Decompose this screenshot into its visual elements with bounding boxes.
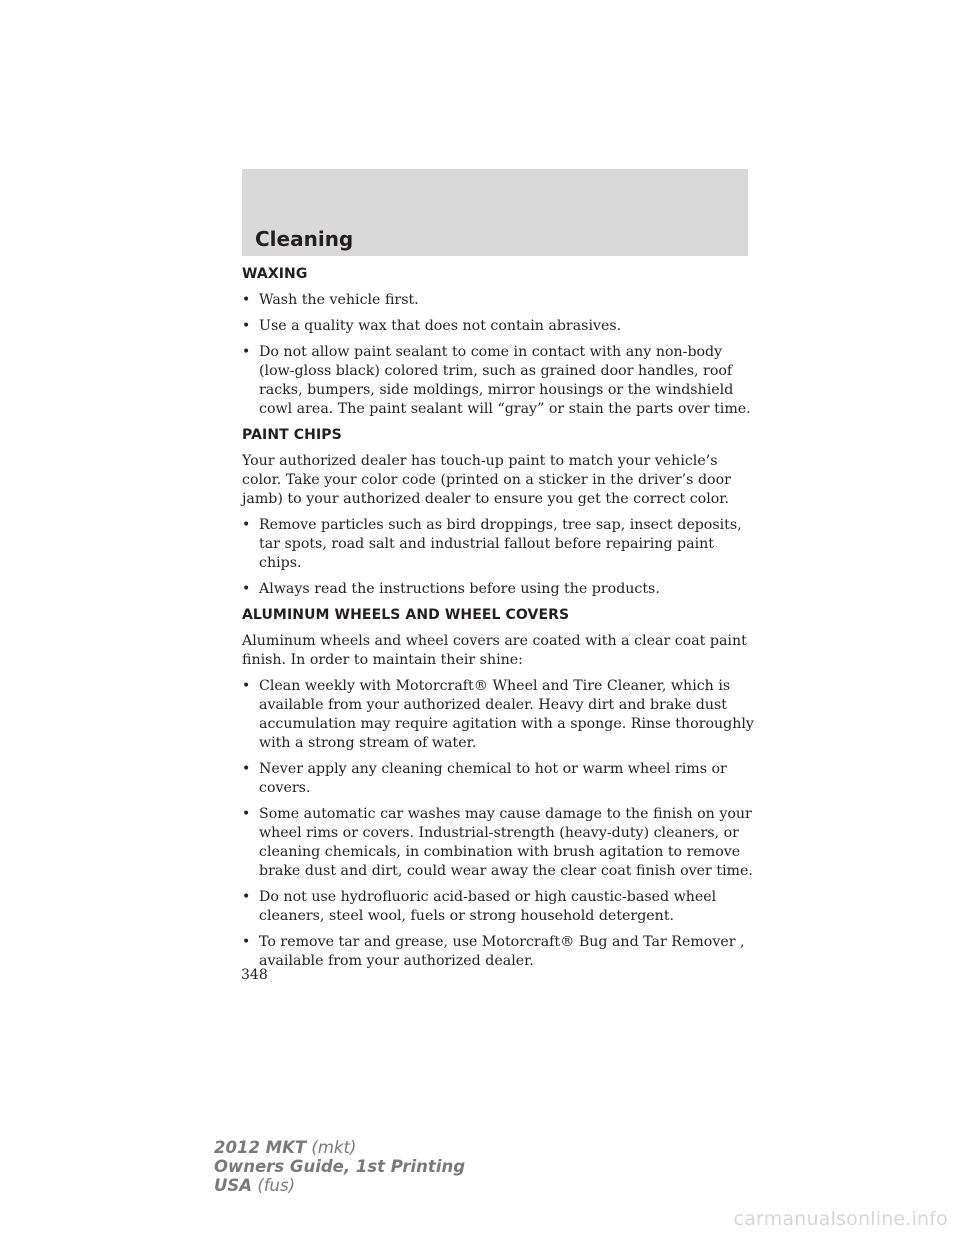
- footer-line-market: [214, 1176, 465, 1195]
- footer-market: USA: [214, 1176, 253, 1195]
- bullet-item: [242, 343, 758, 419]
- bullet-item: [242, 677, 758, 753]
- bullet-dot-icon: •: [242, 806, 251, 822]
- footer-printing: Owners Guide, 1st Printing: [214, 1157, 466, 1176]
- bullet-item: [242, 933, 758, 971]
- section: [242, 265, 758, 419]
- page-number: 348: [241, 967, 268, 983]
- bullet-text: Always read the instructions before using the products.: [259, 581, 660, 597]
- footer-line-model: [214, 1138, 465, 1157]
- bullet-dot-icon: •: [242, 678, 251, 694]
- bullet-dot-icon: •: [242, 292, 251, 308]
- section-heading: ALUMINUM WHEELS AND WHEEL COVERS: [242, 607, 570, 623]
- bullet-item: [242, 580, 758, 599]
- footer-market-code: (fus): [257, 1176, 296, 1195]
- chapter-header-band: [242, 169, 748, 256]
- bullet-dot-icon: •: [242, 517, 251, 533]
- bullet-list: [242, 516, 758, 599]
- bullet-text: To remove tar and grease, use Motorcraft® Bug and Tar Remover , available from your authorized dealer.: [259, 934, 745, 969]
- print-footer: [214, 1138, 465, 1195]
- footer-model: 2012 MKT: [214, 1138, 307, 1157]
- chapter-title: Cleaning: [255, 227, 354, 251]
- bullet-list: [242, 291, 758, 419]
- page-content: [242, 265, 758, 978]
- bullet-text: Use a quality wax that does not contain abrasives.: [259, 318, 622, 334]
- bullet-dot-icon: •: [242, 581, 251, 597]
- bullet-dot-icon: •: [242, 761, 251, 777]
- section: [242, 426, 758, 599]
- bullet-text: Some automatic car washes may cause damage to the finish on your wheel rims or covers. Industrial-strength (heavy-duty) cleaners, or cleaning chemicals, in combination with brush agitation to remove brake dust and dirt, could wear away the clear coat finish over time.: [259, 806, 753, 879]
- body-paragraph: Your authorized dealer has touch-up paint to match your vehicle’s color. Take your color code (printed on a sticker in the driver’s door jamb) to your authorized dealer to ensure you get the correct color.: [242, 453, 731, 507]
- bullet-item: [242, 760, 758, 798]
- section-heading: WAXING: [242, 266, 308, 282]
- bullet-text: Do not allow paint sealant to come in contact with any non-body (low-gloss black) colored trim, such as grained door handles, roof racks, bumpers, side moldings, mirror housings or the windshield cowl area. The paint sealant will “gray” or stain the parts over time.: [259, 344, 751, 417]
- bullet-text: Never apply any cleaning chemical to hot or warm wheel rims or covers.: [259, 761, 727, 796]
- bullet-item: [242, 291, 758, 310]
- bullet-list: [242, 677, 758, 971]
- section: [242, 606, 758, 971]
- bullet-text: Remove particles such as bird droppings, tree sap, insect deposits, tar spots, road salt and industrial fallout before repairing paint chips.: [259, 517, 742, 571]
- bullet-dot-icon: •: [242, 934, 251, 950]
- bullet-item: [242, 516, 758, 573]
- bullet-text: Clean weekly with Motorcraft® Wheel and Tire Cleaner, which is available from your authorized dealer. Heavy dirt and brake dust accumulation may require agitation with a sponge. Rinse thoroughly with a strong stream of water.: [259, 678, 754, 751]
- section-heading: PAINT CHIPS: [242, 427, 342, 443]
- bullet-text: Wash the vehicle first.: [259, 292, 419, 308]
- body-paragraph: Aluminum wheels and wheel covers are coated with a clear coat paint finish. In order to maintain their shine:: [242, 633, 747, 668]
- bullet-item: [242, 805, 758, 881]
- bullet-text: Do not use hydrofluoric acid-based or high caustic-based wheel cleaners, steel wool, fuels or strong household detergent.: [259, 889, 717, 924]
- watermark-text: carmanualsonline.info: [733, 1208, 948, 1230]
- bullet-item: [242, 888, 758, 926]
- footer-line-printing: [214, 1157, 465, 1176]
- bullet-dot-icon: •: [242, 344, 251, 360]
- bullet-item: [242, 317, 758, 336]
- bullet-dot-icon: •: [242, 889, 251, 905]
- bullet-dot-icon: •: [242, 318, 251, 334]
- footer-model-code: (mkt): [311, 1138, 357, 1157]
